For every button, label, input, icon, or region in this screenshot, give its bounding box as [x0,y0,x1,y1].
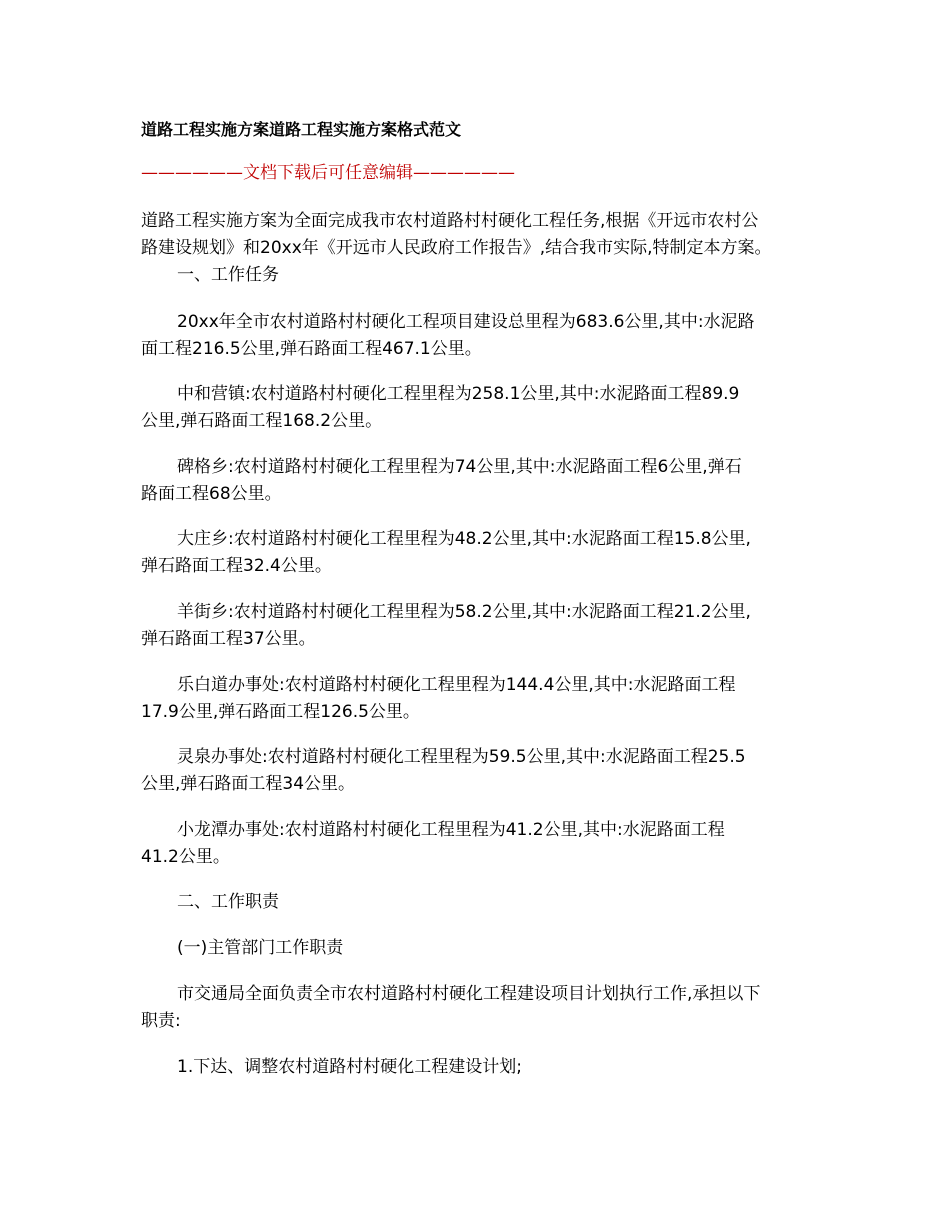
section-heading: 二、工作职责 [177,892,279,912]
paragraph-line: 职责: [141,1011,181,1031]
document-title: 道路工程实施方案道路工程实施方案格式范文 [141,120,462,139]
paragraph-line: 公里,弹石路面工程168.2公里。 [141,411,383,431]
paragraph-line: 路面工程68公里。 [141,484,282,504]
paragraph-line: 碑格乡:农村道路村村硬化工程里程为74公里,其中:水泥路面工程6公里,弹石 [177,457,742,477]
paragraph-line: 公里,弹石路面工程34公里。 [141,774,356,794]
paragraph-line: 弹石路面工程37公里。 [141,629,316,649]
paragraph-line: 弹石路面工程32.4公里。 [141,556,332,576]
list-item: 1.下达、调整农村道路村村硬化工程建设计划; [177,1057,522,1077]
paragraph-line: 市交通局全面负责全市农村道路村村硬化工程建设项目计划执行工作,承担以下 [177,984,761,1004]
paragraph-line: 羊街乡:农村道路村村硬化工程里程为58.2公里,其中:水泥路面工程21.2公里, [177,602,751,622]
paragraph-line: 小龙潭办事处:农村道路村村硬化工程里程为41.2公里,其中:水泥路面工程 [177,820,725,840]
paragraph-line: 中和营镇:农村道路村村硬化工程里程为258.1公里,其中:水泥路面工程89.9 [177,384,740,404]
paragraph-line: 大庄乡:农村道路村村硬化工程里程为48.2公里,其中:水泥路面工程15.8公里, [177,529,751,549]
paragraph-line: 41.2公里。 [141,847,230,867]
paragraph-line: 20xx年全市农村道路村村硬化工程项目建设总里程为683.6公里,其中:水泥路 [177,312,755,332]
paragraph-line: 道路工程实施方案为全面完成我市农村道路村村硬化工程任务,根据《开远市农村公 [141,211,759,231]
paragraph-line: 面工程216.5公里,弹石路面工程467.1公里。 [141,339,482,359]
subsection-heading: (一)主管部门工作职责 [177,938,344,958]
paragraph-line: 17.9公里,弹石路面工程126.5公里。 [141,702,420,722]
edit-notice-banner: ——————文档下载后可任意编辑—————— [141,163,515,183]
paragraph-line: 路建设规划》和20xx年《开远市人民政府工作报告》,结合我市实际,特制定本方案。 [141,238,772,258]
paragraph-line: 乐白道办事处:农村道路村村硬化工程里程为144.4公里,其中:水泥路面工程 [177,675,736,695]
paragraph-line: 灵泉办事处:农村道路村村硬化工程里程为59.5公里,其中:水泥路面工程25.5 [177,747,746,767]
section-heading: 一、工作任务 [177,265,279,285]
